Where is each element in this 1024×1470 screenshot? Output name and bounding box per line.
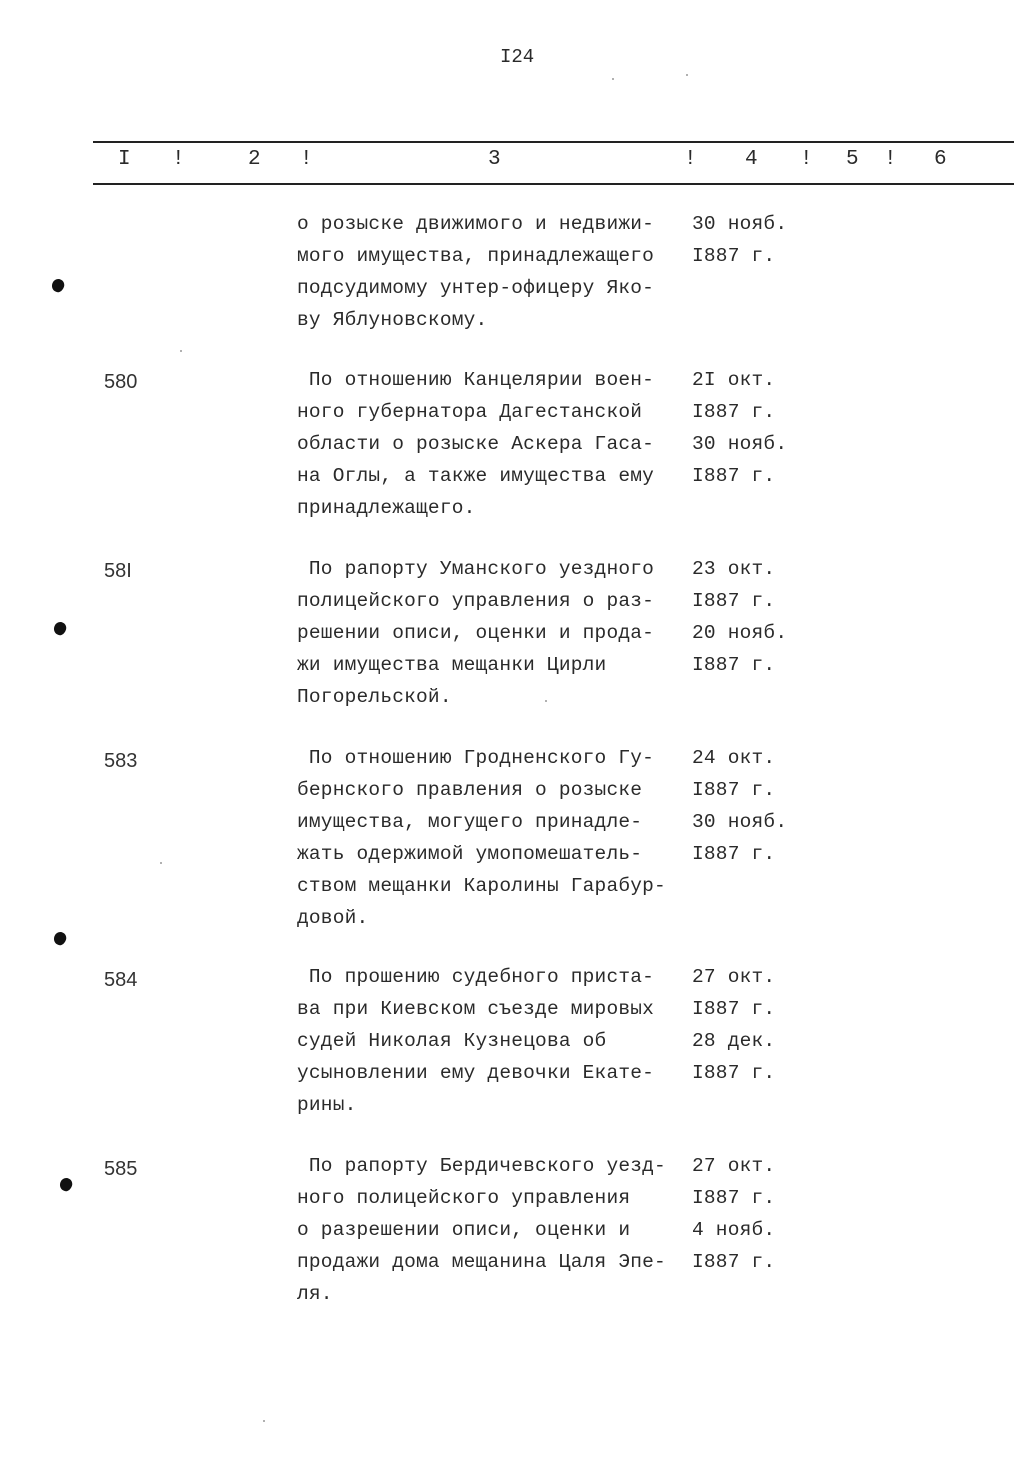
description-line: судей Николая Кузнецова об [297, 1030, 607, 1052]
entry-number: 585 [104, 1158, 138, 1180]
column-separator: ! [300, 148, 313, 171]
description-line: ного губернатора Дагестанской [297, 401, 643, 423]
description-line: По отношению Канцелярии воен- [297, 369, 655, 391]
column-header-3: 3 [488, 148, 501, 171]
scan-speck [612, 78, 614, 80]
header-top-rule [93, 141, 1014, 143]
date-line: I887 г. [692, 654, 776, 676]
description-line: ва при Киевском съезде мировых [297, 998, 655, 1020]
date-line: 27 окт. [692, 966, 776, 988]
date-line: I887 г. [692, 401, 776, 423]
scan-speck [160, 862, 162, 864]
description-line: подсудимому унтер-офицеру Яко- [297, 277, 655, 299]
date-line: 20 нояб. [692, 622, 788, 644]
description-line: о разрешении описи, оценки и [297, 1219, 631, 1241]
entry-number: 584 [104, 969, 138, 991]
column-header-1: I [118, 148, 131, 171]
column-header-2: 2 [248, 148, 261, 171]
description-line: По рапорту Бердичевского уезд- [297, 1155, 666, 1177]
punch-hole-icon [50, 277, 67, 294]
header-bottom-rule [93, 183, 1014, 185]
description-line: полицейского управления о раз- [297, 590, 655, 612]
description-line: на Оглы, а также имущества ему [297, 465, 655, 487]
date-line: 4 нояб. [692, 1219, 776, 1241]
column-header-6: 6 [934, 148, 947, 171]
date-line: 27 окт. [692, 1155, 776, 1177]
description-line: Погорельской. [297, 686, 452, 708]
punch-hole-icon [52, 930, 69, 947]
punch-hole-icon [58, 1176, 75, 1193]
description-line: бернского правления о розыске [297, 779, 643, 801]
description-line: о розыске движимого и недвижи- [297, 213, 655, 235]
column-separator: ! [884, 148, 897, 171]
column-separator: ! [684, 148, 697, 171]
description-line: По прошению судебного приста- [297, 966, 655, 988]
date-line: I887 г. [692, 590, 776, 612]
scan-speck [545, 700, 547, 702]
description-line: По отношению Гродненского Гу- [297, 747, 655, 769]
date-line: I887 г. [692, 465, 776, 487]
column-header-4: 4 [745, 148, 758, 171]
date-line: I887 г. [692, 998, 776, 1020]
date-line: 30 нояб. [692, 433, 788, 455]
date-line: 24 окт. [692, 747, 776, 769]
description-line: мого имущества, принадлежащего [297, 245, 655, 267]
page-number: I24 [500, 46, 535, 68]
scan-speck [180, 350, 182, 352]
entry-number: 580 [104, 371, 138, 393]
description-line: довой. [297, 907, 369, 929]
date-line: I887 г. [692, 245, 776, 267]
date-line: I887 г. [692, 1251, 776, 1273]
description-line: рины. [297, 1094, 357, 1116]
description-line: ством мещанки Каролины Гарабур- [297, 875, 666, 897]
column-header-5: 5 [846, 148, 859, 171]
description-line: жи имущества мещанки Цирли [297, 654, 607, 676]
description-line: области о розыске Аскера Гаса- [297, 433, 655, 455]
date-line: I887 г. [692, 1187, 776, 1209]
date-line: 2I окт. [692, 369, 776, 391]
column-separator: ! [800, 148, 813, 171]
date-line: 30 нояб. [692, 811, 788, 833]
scan-speck [686, 74, 688, 76]
description-line: ля. [297, 1283, 333, 1305]
column-separator: ! [172, 148, 185, 171]
punch-hole-icon [52, 620, 69, 637]
description-line: имущества, могущего принадле- [297, 811, 643, 833]
description-line: ву Яблуновскому. [297, 309, 488, 331]
date-line: I887 г. [692, 1062, 776, 1084]
description-line: ного полицейского управления [297, 1187, 631, 1209]
date-line: 30 нояб. [692, 213, 788, 235]
description-line: решении описи, оценки и прода- [297, 622, 655, 644]
description-line: жать одержимой умопомешатель- [297, 843, 643, 865]
date-line: 23 окт. [692, 558, 776, 580]
date-line: 28 дек. [692, 1030, 776, 1052]
description-line: По рапорту Уманского уездного [297, 558, 655, 580]
entry-number: 583 [104, 750, 138, 772]
description-line: продажи дома мещанина Цаля Эпе- [297, 1251, 666, 1273]
date-line: I887 г. [692, 843, 776, 865]
description-line: усыновлении ему девочки Екате- [297, 1062, 655, 1084]
date-line: I887 г. [692, 779, 776, 801]
scan-speck [263, 1420, 265, 1422]
entry-number: 58I [104, 560, 132, 582]
description-line: принадлежащего. [297, 497, 476, 519]
